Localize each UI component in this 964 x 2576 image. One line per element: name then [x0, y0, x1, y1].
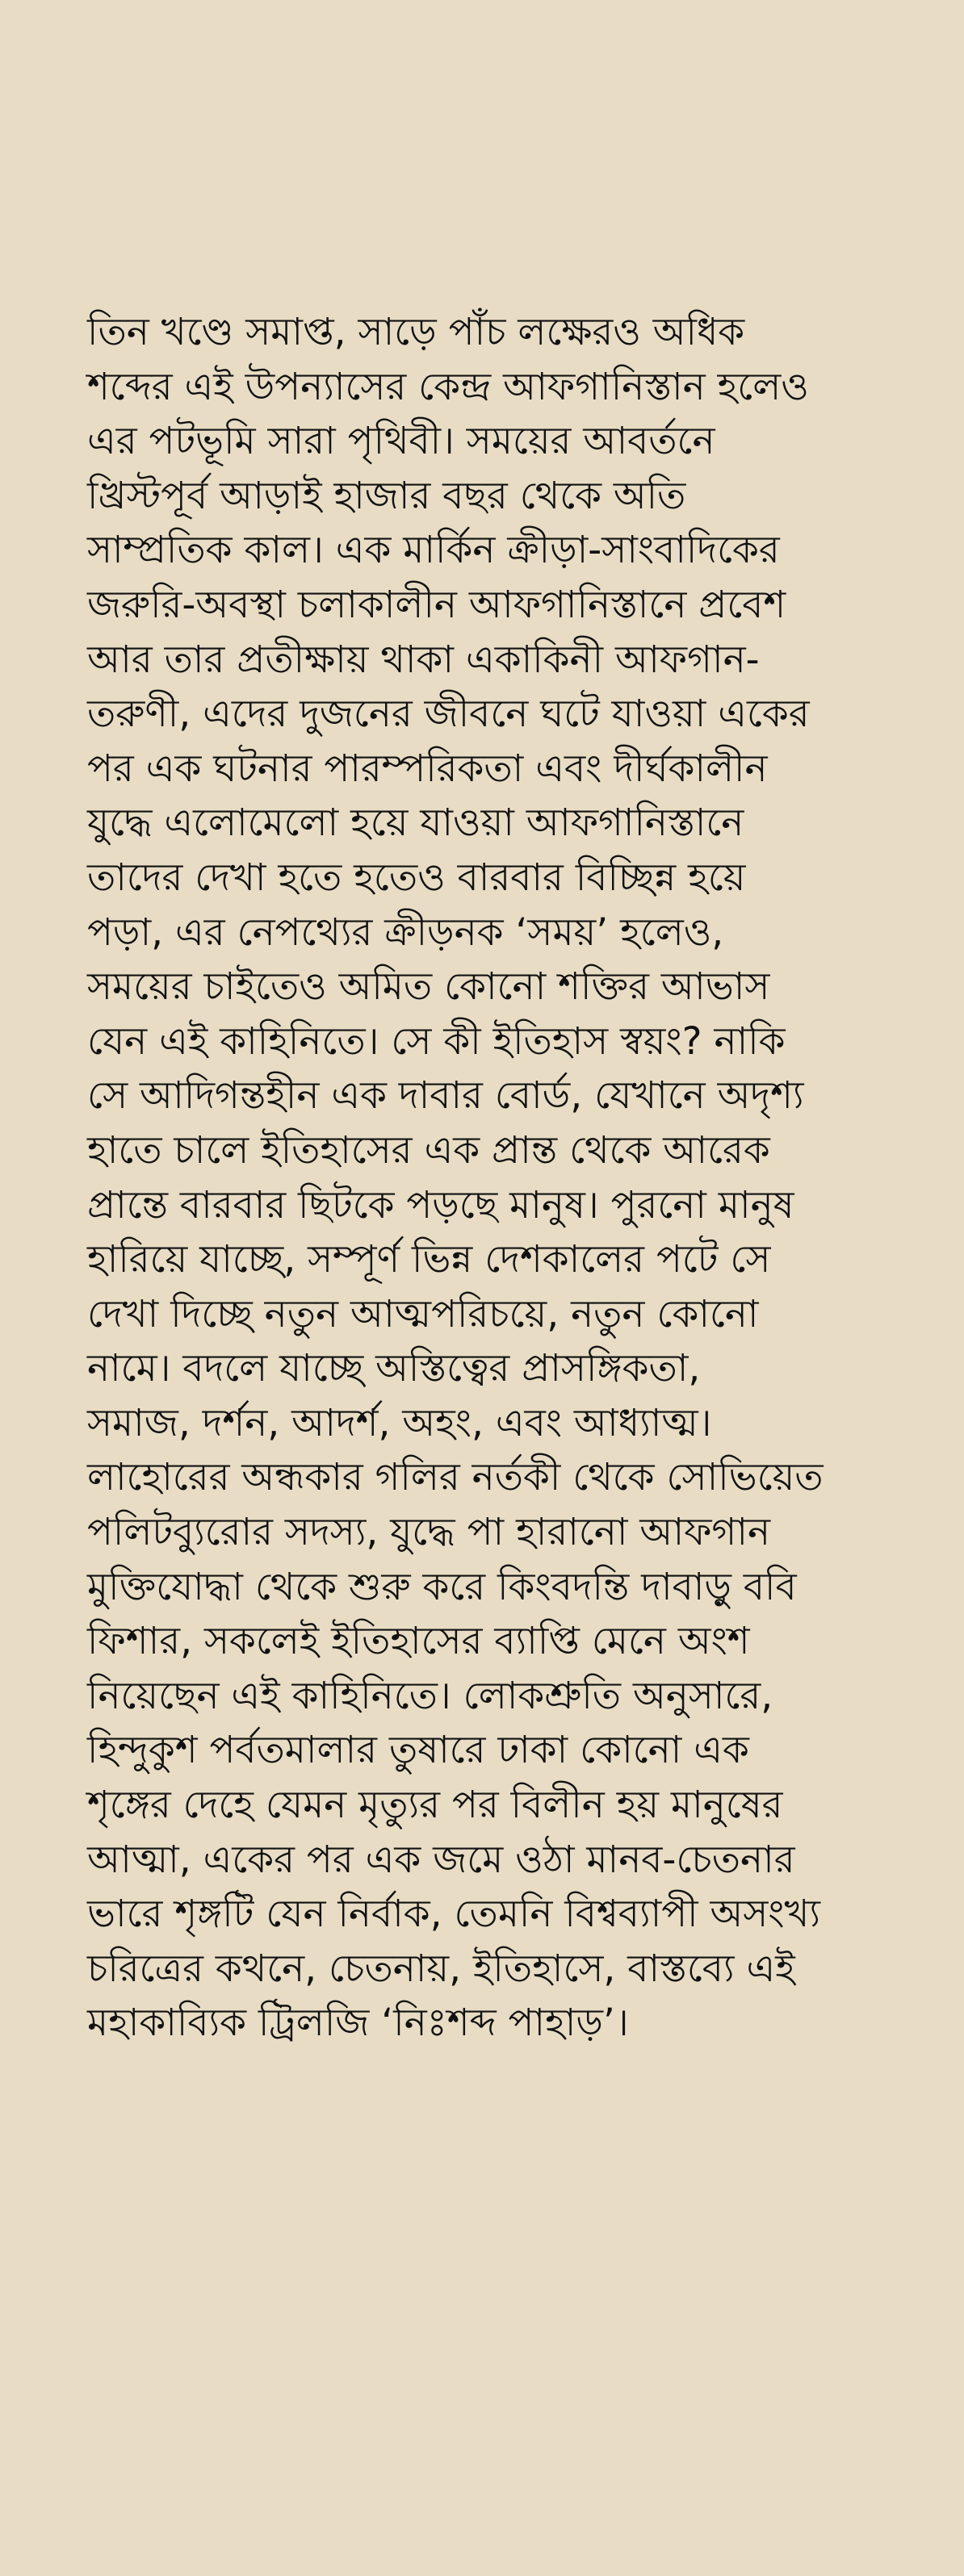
blurb-line: সাম্প্রতিক কাল। এক মার্কিন ক্রীড়া-সাংবাদিকের: [87, 528, 780, 573]
blurb-line: হারিয়ে যাচ্ছে, সম্পূর্ণ ভিন্ন দেশকালের পটে সে: [87, 1237, 771, 1282]
blurb-line: তাদের দেখা হতে হতেও বারবার বিচ্ছিন্ন হয়ে: [87, 855, 746, 900]
blurb-line: প্রান্তে বারবার ছিটকে পড়ছে মানুষ। পুরনো মানুষ: [87, 1182, 794, 1227]
blurb-line: তিন খণ্ডে সমাপ্ত, সাড়ে পাঁচ লক্ষেরও অধিক: [87, 310, 745, 354]
blurb-line: সে আদিগন্তহীন এক দাবার বোর্ড, যেখানে অদৃশ্য: [87, 1073, 804, 1119]
blurb-line: নামে। বদলে যাচ্ছে অস্তিত্বের প্রাসঙ্গিকতা,: [87, 1346, 701, 1391]
blurb-line: চরিত্রের কথনে, চেতনায়, ইতিহাসে, বাস্তব্যে এই: [87, 1946, 795, 1991]
blurb-line: সমাজ, দর্শন, আদর্শ, অহং, এবং আধ্যাত্ম।: [87, 1400, 712, 1445]
blurb-line: যুদ্ধে এলোমেলো হয়ে যাওয়া আফগানিস্তানে: [87, 801, 744, 846]
blurb-line: এর পটভূমি সারা পৃথিবী। সময়ের আবর্তনে: [87, 419, 715, 464]
blurb-line: ভারে শৃঙ্গটি যেন নির্বাক, তেমনি বিশ্বব্যাপী অসংখ্য: [87, 1892, 820, 1937]
book-blurb: [87, 305, 862, 2051]
blurb-line: লাহোরের অন্ধকার গলির নর্তকী থেকে সোভিয়েত: [87, 1455, 824, 1500]
blurb-line: দেখা দিচ্ছে নতুন আত্মপরিচয়ে, নতুন কোনো: [87, 1291, 759, 1336]
blurb-line: হাতে চালে ইতিহাসের এক প্রান্ত থেকে আরেক: [87, 1127, 770, 1173]
blurb-line: শব্দের এই উপন্যাসের কেন্দ্র আফগানিস্তান হলেও: [87, 364, 809, 409]
blurb-line: পর এক ঘটনার পারম্পরিকতা এবং দীর্ঘকালীন: [87, 746, 768, 791]
blurb-line: আত্মা, একের পর এক জমে ওঠা মানব-চেতনার: [87, 1837, 795, 1882]
blurb-line: খ্রিস্টপূর্ব আড়াই হাজার বছর থেকে অতি: [87, 473, 686, 518]
blurb-line: পলিটব্যুরোর সদস্য, যুদ্ধে পা হারানো আফগান: [87, 1510, 771, 1555]
blurb-line: শৃঙ্গের দেহে যেমন মৃত্যুর পর বিলীন হয় মানুষের: [87, 1783, 783, 1828]
blurb-line: মুক্তিযোদ্ধা থেকে শুরু করে কিংবদন্তি দাবাড়ু ববি: [87, 1564, 797, 1609]
blurb-line: জরুরি-অবস্থা চলাকালীন আফগানিস্তানে প্রবেশ: [87, 582, 786, 627]
blurb-line: পড়া, এর নেপথ্যের ক্রীড়নক ‘সময়’ হলেও,: [87, 910, 724, 955]
blurb-line: হিন্দুকুশ পর্বতমালার তুষারে ঢাকা কোনো এক: [87, 1728, 749, 1773]
blurb-line: আর তার প্রতীক্ষায় থাকা একাকিনী আফগান-: [87, 637, 760, 682]
blurb-line: নিয়েছেন এই কাহিনিতে। লোকশ্রুতি অনুসারে,: [87, 1673, 773, 1718]
blurb-line: মহাকাব্যিক ট্রিলজি ‘নিঃশব্দ পাহাড়’।: [87, 2001, 629, 2046]
blurb-line: যেন এই কাহিনিতে। সে কী ইতিহাস স্বয়ং? নাকি: [87, 1018, 786, 1064]
blurb-line: তরুণী, এদের দুজনের জীবনে ঘটে যাওয়া একের: [87, 692, 810, 737]
blurb-line: সময়ের চাইতেও অমিত কোনো শক্তির আভাস: [87, 964, 770, 1010]
blurb-line: ফিশার, সকলেই ইতিহাসের ব্যাপ্তি মেনে অংশ: [87, 1619, 750, 1664]
